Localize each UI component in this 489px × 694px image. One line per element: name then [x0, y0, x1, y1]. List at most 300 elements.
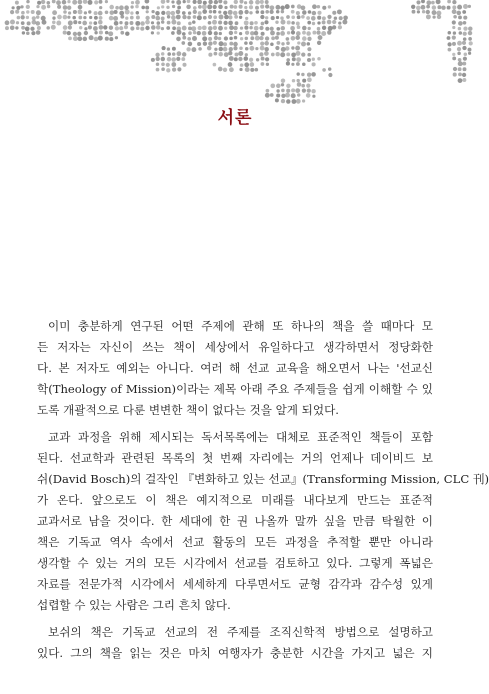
map-dot	[463, 21, 467, 25]
map-dot	[244, 56, 249, 61]
map-dot	[176, 57, 180, 61]
map-dot	[307, 77, 312, 82]
map-dot	[187, 16, 191, 20]
map-dot	[265, 57, 269, 61]
map-dot	[202, 9, 207, 14]
map-dot	[198, 26, 202, 30]
map-dot	[286, 58, 290, 62]
map-dot	[68, 11, 71, 14]
map-dot	[462, 10, 466, 14]
map-dot	[98, 20, 103, 25]
map-dot	[56, 0, 61, 5]
map-dot	[291, 52, 296, 57]
map-dot	[291, 36, 296, 41]
map-dot	[130, 26, 134, 30]
map-dot	[238, 57, 242, 61]
text-line: 보쉬의 책은 기독교 선교의 전 주제를 조직신학적 방법으로 설명하고	[48, 625, 433, 639]
map-dot	[297, 15, 301, 19]
map-dot	[448, 31, 452, 35]
map-dot	[234, 5, 238, 9]
map-dot	[98, 36, 103, 41]
map-dot	[223, 11, 227, 15]
map-dot	[214, 0, 218, 4]
map-dot	[286, 84, 290, 88]
map-dot	[83, 16, 86, 19]
map-dot	[202, 36, 207, 41]
map-dot	[89, 35, 94, 40]
map-dot	[327, 20, 332, 25]
map-dot	[463, 4, 468, 9]
map-dot	[452, 53, 455, 56]
map-dot	[327, 15, 331, 19]
map-dot	[280, 6, 284, 10]
map-dot	[25, 26, 30, 31]
map-dot	[234, 57, 238, 61]
map-dot	[89, 16, 92, 19]
map-dot	[88, 25, 92, 29]
map-dot	[339, 16, 343, 20]
map-dot	[156, 68, 160, 72]
map-dot	[431, 1, 435, 5]
map-dot	[197, 42, 201, 46]
map-dot	[244, 6, 247, 9]
map-dot	[120, 15, 124, 19]
map-dot	[171, 57, 176, 62]
map-dot	[332, 11, 336, 15]
map-dot	[271, 16, 275, 20]
map-dot	[296, 51, 301, 56]
map-dot	[338, 21, 341, 24]
map-dot	[307, 58, 311, 62]
map-dot	[275, 36, 279, 40]
map-dot	[182, 63, 186, 67]
map-dot	[77, 36, 82, 41]
map-dot	[166, 11, 171, 16]
map-dot	[239, 16, 242, 19]
map-dot	[275, 46, 279, 50]
map-dot	[115, 36, 118, 39]
map-dot	[245, 47, 249, 51]
map-dot	[171, 31, 175, 35]
map-dot	[214, 31, 218, 35]
map-dot	[297, 41, 300, 44]
text-line: 쉬(David Bosch)의 걸작인 『변화하고 있는 선교』(Transforming Mission, CLC 刊)	[37, 472, 489, 486]
map-dot	[41, 5, 46, 10]
map-dot	[167, 15, 170, 18]
map-dot	[426, 0, 431, 5]
map-dot	[321, 31, 326, 36]
map-dot	[447, 0, 451, 3]
map-dot	[115, 6, 119, 10]
map-dot	[265, 0, 269, 4]
map-dot	[214, 36, 218, 40]
map-dot	[5, 20, 10, 25]
map-dot	[462, 41, 466, 45]
map-dot	[161, 11, 165, 15]
map-dot	[135, 21, 140, 26]
map-dot	[213, 41, 217, 45]
map-dot	[161, 52, 165, 56]
map-dot	[46, 1, 50, 5]
map-dot	[36, 21, 41, 26]
map-dot	[437, 15, 441, 19]
map-dot	[52, 10, 57, 15]
map-dot	[244, 20, 249, 25]
map-dot	[259, 36, 263, 40]
map-dot	[105, 11, 109, 15]
map-dot	[166, 68, 170, 72]
map-dot	[301, 5, 306, 10]
map-dot	[281, 89, 285, 93]
map-dot	[130, 21, 134, 25]
text-line: 섭렵할 수 있는 사람은 그리 흔치 않다.	[37, 598, 231, 612]
map-dot	[42, 20, 47, 25]
map-dot	[302, 10, 306, 14]
map-dot	[295, 88, 300, 93]
map-dot	[72, 16, 76, 20]
map-dot	[229, 25, 234, 30]
map-dot	[224, 6, 227, 9]
map-dot	[464, 53, 468, 57]
map-dot	[458, 27, 461, 30]
map-dot	[265, 4, 269, 8]
map-dot	[452, 26, 455, 29]
map-dot	[182, 11, 186, 15]
map-dot	[155, 11, 160, 16]
map-dot	[224, 15, 229, 20]
map-dot	[172, 5, 175, 8]
map-dot	[208, 15, 212, 19]
map-dot	[255, 36, 260, 41]
map-dot	[250, 21, 254, 25]
map-dot	[135, 0, 140, 5]
map-dot	[228, 15, 232, 19]
map-dot	[245, 31, 249, 35]
map-dot	[67, 16, 70, 19]
map-dot	[208, 37, 212, 41]
map-dot	[233, 42, 238, 47]
map-dot	[291, 10, 295, 14]
map-dot	[453, 31, 456, 34]
map-dot	[94, 31, 97, 34]
map-dot	[140, 27, 144, 31]
map-dot	[36, 30, 41, 35]
map-dot	[197, 15, 202, 20]
map-dot	[10, 10, 14, 14]
map-dot	[124, 25, 128, 29]
map-dot	[99, 25, 104, 30]
map-dot	[181, 41, 185, 45]
map-dot	[249, 11, 252, 14]
map-dot	[125, 17, 128, 20]
paragraph-1	[37, 316, 433, 421]
map-dot	[276, 89, 279, 92]
map-dot	[213, 15, 217, 19]
map-dot	[327, 30, 331, 34]
body-text	[37, 316, 489, 670]
text-line: 든 저자는 자신이 쓰는 책이 세상에서 유일하다고 생각하면서 정당화한	[37, 340, 433, 354]
map-dot	[453, 15, 457, 19]
map-dot	[51, 25, 56, 30]
map-dot	[302, 89, 306, 93]
map-dot	[161, 62, 165, 66]
map-dot	[432, 5, 436, 9]
text-line: 학(Theology of Mission)이라는 제목 아래 주요 주제들을 쉽게 이해할 수 있	[37, 382, 433, 396]
map-dot	[198, 5, 202, 9]
map-dot	[27, 21, 31, 25]
map-dot	[155, 16, 160, 21]
map-dot	[468, 5, 471, 8]
map-dot	[224, 36, 228, 40]
map-dot	[30, 27, 34, 31]
map-dot	[78, 9, 83, 14]
map-dot	[22, 31, 25, 34]
map-dot	[52, 16, 55, 19]
map-dot	[31, 31, 35, 35]
map-dot	[269, 10, 273, 14]
map-dot	[47, 5, 50, 8]
map-dot	[270, 27, 274, 31]
map-dot	[256, 58, 259, 61]
map-dot	[292, 57, 296, 61]
map-dot	[79, 26, 82, 29]
map-dot	[32, 16, 36, 20]
map-dot	[198, 11, 202, 15]
map-dot	[337, 9, 342, 14]
map-dot	[260, 46, 265, 51]
map-dot	[67, 31, 71, 35]
map-dot	[229, 37, 233, 41]
map-dot	[261, 62, 265, 66]
map-dot	[109, 26, 113, 30]
map-dot	[167, 47, 170, 50]
map-dot	[260, 10, 264, 14]
map-dot	[229, 47, 233, 51]
map-dot	[145, 6, 149, 10]
map-dot	[244, 1, 247, 4]
map-dot	[136, 11, 140, 15]
map-dot	[311, 72, 316, 77]
map-dot	[244, 26, 248, 30]
map-dot	[306, 93, 311, 98]
map-dot	[291, 21, 295, 25]
map-dot	[46, 26, 50, 30]
map-dot	[287, 31, 290, 34]
map-dot	[16, 6, 20, 10]
map-dot	[240, 63, 244, 67]
map-dot	[161, 57, 165, 61]
map-dot	[249, 41, 253, 45]
map-dot	[187, 37, 191, 41]
map-dot	[281, 10, 284, 13]
text-line: 교과 과정을 위해 제시되는 독서목록에는 대체로 표준적인 책들이 포함	[48, 430, 433, 444]
map-dot	[68, 21, 73, 26]
map-dot	[78, 16, 82, 20]
map-dot	[161, 20, 164, 23]
map-dot	[458, 15, 462, 19]
map-dot	[157, 21, 161, 25]
map-dot	[63, 15, 68, 20]
map-dot	[213, 5, 217, 9]
map-dot	[416, 6, 421, 11]
map-dot	[83, 37, 88, 42]
map-dot	[84, 27, 87, 30]
paragraph-2	[37, 427, 489, 616]
map-dot	[10, 20, 15, 25]
map-dot	[458, 21, 463, 26]
map-dot	[16, 21, 19, 24]
map-dot	[432, 10, 437, 15]
map-dot	[141, 6, 145, 10]
map-dot	[463, 67, 467, 71]
map-dot	[193, 6, 197, 10]
map-dot	[93, 21, 97, 25]
map-dot	[41, 0, 45, 4]
map-dot	[224, 27, 227, 30]
map-dot	[208, 31, 212, 35]
map-dot	[94, 11, 98, 15]
map-dot	[312, 58, 315, 61]
map-dot	[203, 1, 207, 5]
map-dot	[176, 37, 181, 42]
map-dot	[244, 10, 248, 14]
map-dot	[271, 53, 275, 57]
map-dot	[281, 94, 285, 98]
map-dot	[62, 0, 67, 4]
map-dot	[10, 25, 15, 30]
map-dot	[182, 32, 186, 36]
map-dot	[234, 0, 238, 4]
map-dot	[306, 84, 310, 88]
map-dot	[208, 41, 212, 45]
map-dot	[260, 15, 264, 19]
map-dot	[332, 25, 336, 29]
map-dot	[308, 27, 311, 30]
map-dot	[275, 20, 278, 23]
map-dot	[457, 52, 461, 56]
map-dot	[218, 67, 223, 72]
map-dot	[32, 20, 37, 25]
map-dot	[136, 16, 140, 20]
map-dot	[197, 0, 202, 4]
map-dot	[312, 31, 316, 35]
map-dot	[182, 52, 186, 56]
text-line: 이미 충분하게 연구된 어떤 주제에 관해 또 하나의 책을 쓸 때마다 모	[48, 319, 433, 333]
map-dot	[276, 10, 280, 14]
map-dot	[338, 25, 342, 29]
map-dot	[462, 78, 466, 82]
map-dot	[332, 20, 336, 24]
map-dot	[119, 21, 122, 24]
map-dot	[281, 20, 286, 25]
map-dot	[276, 16, 279, 19]
map-dot	[458, 58, 462, 62]
map-dot	[228, 21, 233, 26]
map-dot	[452, 20, 456, 24]
map-dot	[343, 16, 348, 21]
map-dot	[151, 21, 154, 24]
map-dot	[265, 10, 269, 14]
map-dot	[67, 6, 71, 10]
map-dot	[63, 31, 67, 35]
map-dot	[457, 11, 462, 16]
map-dot	[245, 37, 248, 40]
map-dot	[322, 6, 326, 10]
map-dot	[302, 79, 306, 83]
map-dot	[452, 42, 456, 46]
map-dot	[219, 15, 224, 20]
map-dot	[93, 26, 98, 31]
map-dot	[99, 16, 103, 20]
text-line: 생각할 수 있는 거의 모든 시각에서 선교를 검토하고 있다. 그렇게 폭넓은	[37, 556, 433, 570]
map-dot	[186, 47, 190, 51]
map-dot	[73, 20, 77, 24]
map-dot	[452, 9, 457, 14]
map-dot	[453, 67, 457, 71]
map-dot	[291, 93, 296, 98]
map-dot	[286, 62, 290, 66]
map-dot	[183, 0, 186, 3]
map-dot	[271, 36, 275, 40]
map-dot	[145, 20, 150, 25]
text-line: 가 온다. 앞으로도 이 책은 예지적으로 미래를 내다보게 만드는 표준적	[37, 493, 433, 507]
map-dot	[37, 1, 41, 5]
map-dot	[68, 37, 72, 41]
map-dot	[417, 10, 420, 13]
map-dot	[176, 15, 181, 20]
map-dot	[297, 72, 300, 75]
map-dot	[291, 88, 295, 92]
map-dot	[136, 26, 140, 30]
map-dot	[182, 26, 187, 31]
map-dot	[255, 68, 259, 72]
map-dot	[291, 46, 294, 49]
map-dot	[302, 36, 307, 41]
map-dot	[161, 0, 166, 4]
map-dot	[21, 21, 25, 25]
map-dot	[317, 21, 320, 24]
map-dot	[119, 5, 124, 10]
map-dot	[256, 10, 260, 14]
map-dot	[317, 31, 321, 35]
map-dot	[259, 52, 263, 56]
map-dot	[207, 46, 212, 51]
map-dot	[311, 16, 316, 21]
map-dot	[26, 32, 30, 36]
map-dot	[172, 67, 176, 71]
map-dot	[171, 11, 176, 16]
map-dot	[15, 26, 18, 29]
map-dot	[245, 17, 248, 20]
map-dot	[77, 32, 81, 36]
map-dot	[171, 15, 176, 20]
map-dot	[468, 48, 472, 52]
map-dot	[203, 16, 207, 20]
map-dot	[36, 15, 40, 19]
map-dot	[208, 21, 212, 25]
map-dot	[250, 36, 254, 40]
map-dot	[145, 26, 149, 30]
map-dot	[290, 26, 295, 31]
map-dot	[452, 56, 456, 60]
map-dot	[219, 32, 222, 35]
map-dot	[36, 10, 41, 15]
map-dot	[342, 20, 347, 25]
map-dot	[161, 5, 164, 8]
map-dot	[297, 25, 301, 29]
map-dot	[259, 26, 263, 30]
map-dot	[207, 4, 212, 9]
